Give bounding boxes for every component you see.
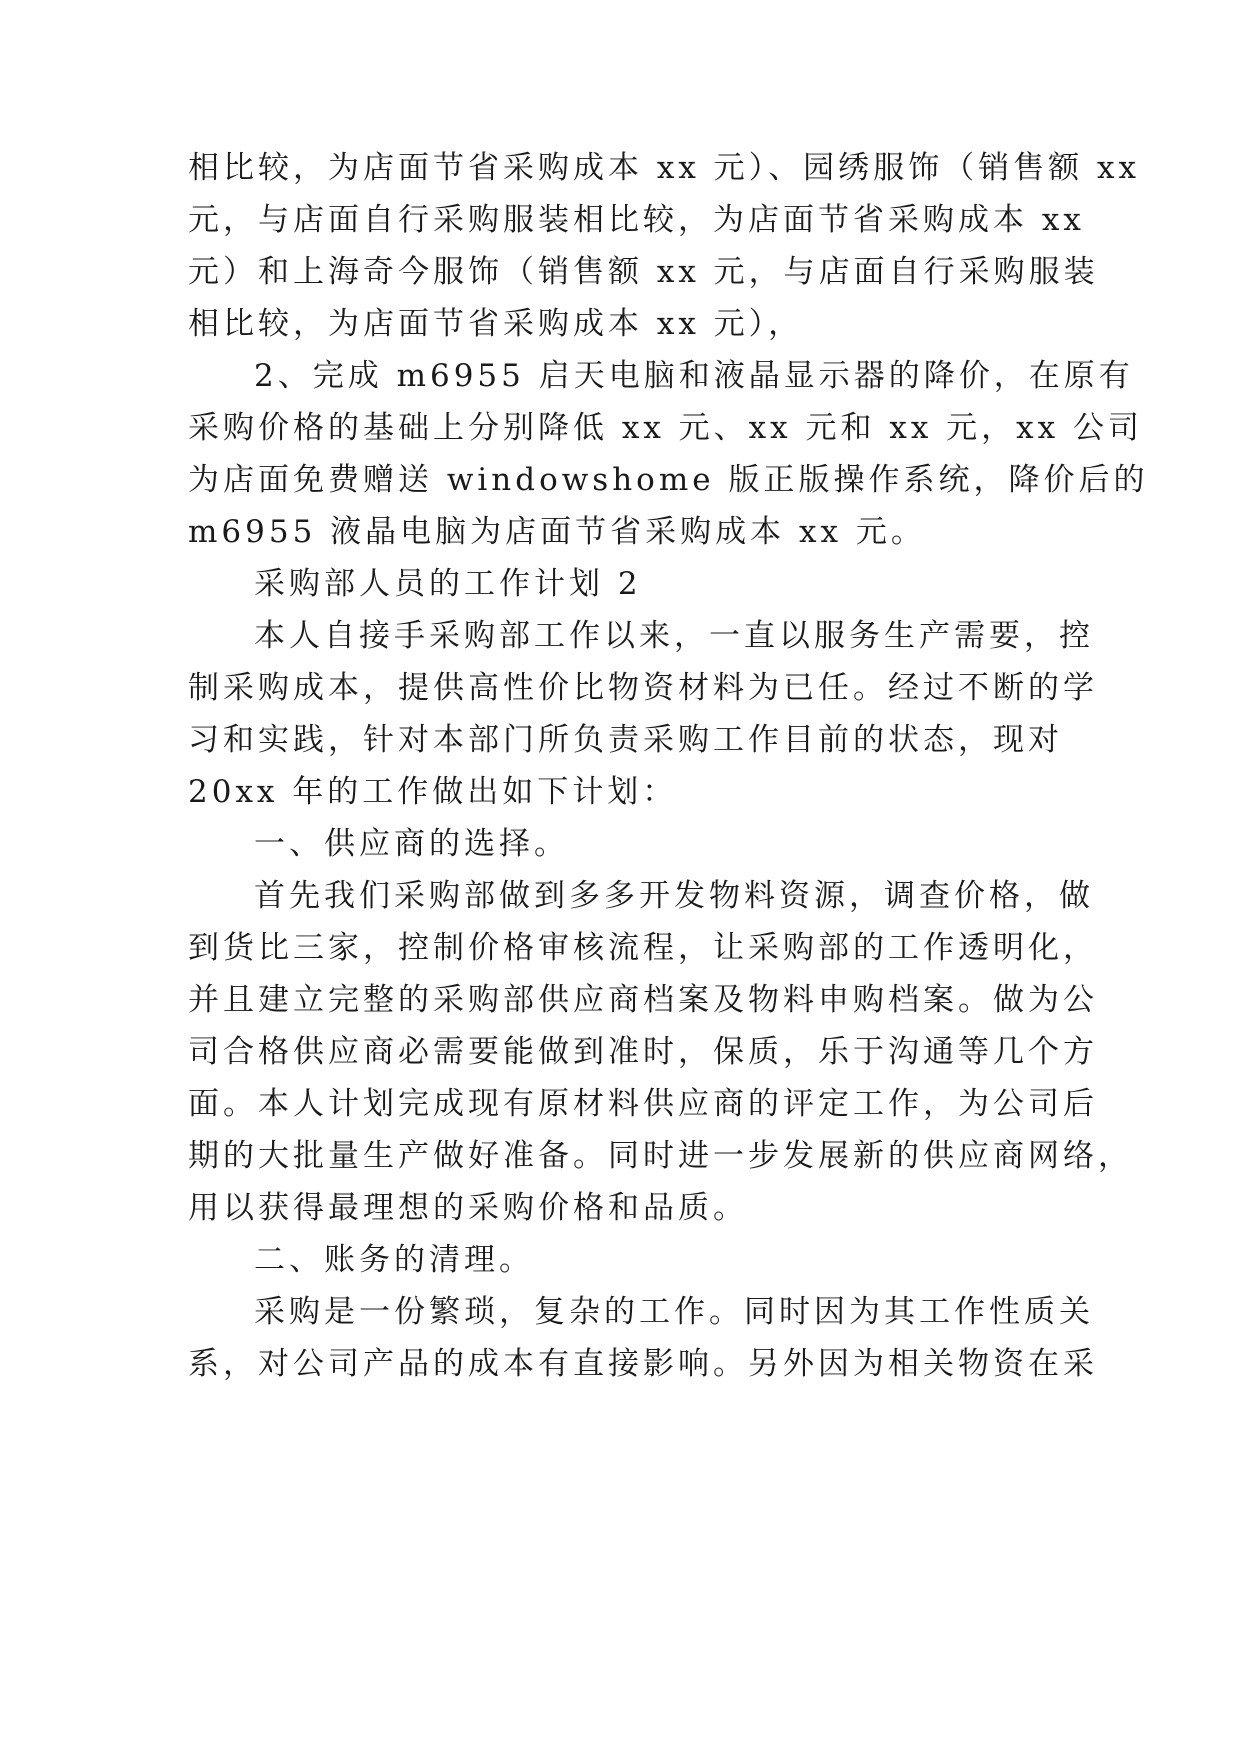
paragraph-first-line: 本人自接手采购部工作以来，一直以服务生产需要，控: [254, 618, 1094, 654]
text-line: 相比较，为店面节省采购成本 xx 元），: [188, 306, 804, 342]
text-line: 制采购成本，提供高性价比物资材料为已任。经过不断的学: [188, 670, 1098, 706]
paragraph-first-line: 首先我们采购部做到多多开发物料资源，调查价格，做: [254, 878, 1094, 914]
text-line: 面。本人计划完成现有原材料供应商的评定工作，为公司后: [188, 1086, 1098, 1122]
text-line: 习和实践，针对本部门所负责采购工作目前的状态，现对: [188, 722, 1063, 758]
text-line: 并且建立完整的采购部供应商档案及物料申购档案。做为公: [188, 982, 1098, 1018]
paragraph-first-line: 采购是一份繁琐，复杂的工作。同时因为其工作性质关: [254, 1294, 1094, 1330]
text-line: 期的大批量生产做好准备。同时进一步发展新的供应商网络，: [188, 1138, 1133, 1174]
text-line: m6955 液晶电脑为店面节省采购成本 xx 元。: [188, 514, 926, 550]
text-line: 元，与店面自行采购服装相比较，为店面节省采购成本 xx: [188, 202, 1085, 238]
subheading: 一、供应商的选择。: [254, 826, 569, 862]
text-line: 用以获得最理想的采购价格和品质。: [188, 1190, 748, 1226]
text-line: 到货比三家，控制价格审核流程，让采购部的工作透明化，: [188, 930, 1098, 966]
text-line: 系，对公司产品的成本有直接影响。另外因为相关物资在采: [188, 1346, 1098, 1382]
section-title: 采购部人员的工作计划 2: [254, 566, 642, 602]
text-line: 采购价格的基础上分别降低 xx 元、xx 元和 xx 元，xx 公司: [188, 410, 1143, 446]
text-line: 元）和上海奇今服饰（销售额 xx 元，与店面自行采购服装: [188, 254, 1099, 290]
text-line: 为店面免费赠送 windowshome 版正版操作系统，降价后的: [188, 462, 1149, 498]
text-line: 司合格供应商必需要能做到准时，保质，乐于沟通等几个方: [188, 1034, 1098, 1070]
subheading: 二、账务的清理。: [254, 1242, 534, 1278]
paragraph-first-line: 2、完成 m6955 启天电脑和液晶显示器的降价，在原有: [254, 358, 1134, 394]
text-line: 20xx 年的工作做出如下计划：: [188, 774, 678, 810]
text-line: 相比较，为店面节省采购成本 xx 元）、园绣服饰（销售额 xx: [188, 150, 1140, 186]
